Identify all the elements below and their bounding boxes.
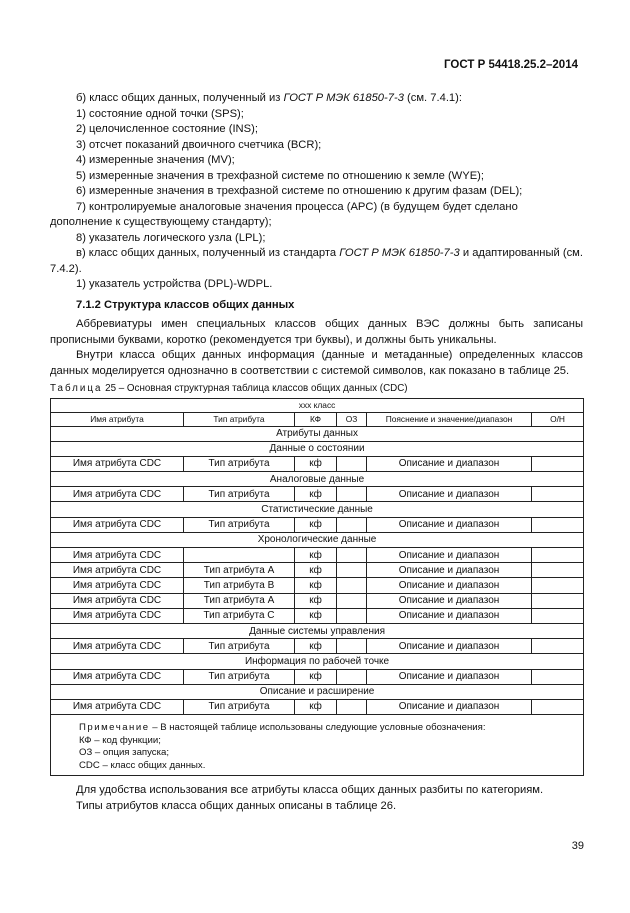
column-header: Тип атрибута [184,412,295,426]
function-code-cell: кф [295,563,337,578]
description-cell: Описание и диапазон [367,699,532,714]
description-cell: Описание и диапазон [367,669,532,684]
list-item: 3) отсчет показаний двоичного счетчика (BCR); [76,138,322,151]
attribute-type-cell: Тип атрибута [184,456,295,471]
list-item: 4) измеренные значения (MV); [76,154,235,166]
attribute-name-cell: Имя атрибута CDC [51,593,184,608]
trigger-option-cell [337,563,367,578]
function-code-cell: кф [295,487,337,502]
description-cell: Описание и диапазон [367,548,532,563]
mandatory-optional-cell [532,639,584,654]
class-header-cell: ххх класс [51,398,584,412]
standard-reference: ГОСТ Р МЭК 61850-7-3 [283,92,404,104]
trigger-option-cell [337,456,367,471]
column-header: Имя атрибута [51,412,184,426]
table-row [51,487,584,502]
attribute-type-cell: Тип атрибута [184,517,295,532]
trigger-option-cell [337,517,367,532]
function-code-cell: кф [295,578,337,593]
mandatory-optional-cell [532,517,584,532]
function-code-cell: кф [295,593,337,608]
table-row [51,669,584,684]
trigger-option-cell [337,487,367,502]
attribute-type-cell: Тип атрибута A [184,593,295,608]
document-code: ГОСТ Р 54418.25.2–2014 [444,59,578,71]
column-header: КФ [295,412,337,426]
table-row [51,548,584,563]
page-content [50,91,583,814]
section-title-cell: Информация по рабочей точке [51,654,584,669]
attribute-name-cell: Имя атрибута CDC [51,639,184,654]
paragraph: Для удобства использования все атрибуты класса общих данных разбиты по категориям. [76,784,544,797]
note-line: КФ – код функции; [79,734,161,746]
attribute-name-cell: Имя атрибута CDC [51,517,184,532]
paragraph: Типы атрибутов класса общих данных описаны в таблице 26. [76,799,397,812]
description-cell: Описание и диапазон [367,563,532,578]
note-heading [79,722,577,735]
caption-label: Таблица [50,383,103,394]
mandatory-optional-cell [532,487,584,502]
note-cell [51,715,584,776]
text: и адаптированный (см. 7.4.2). [50,247,583,275]
table-row [51,639,584,654]
attribute-name-cell: Имя атрибута CDC [51,563,184,578]
function-code-cell: кф [295,608,337,623]
table-class-row [51,398,584,412]
list-item: 5) измеренные значения в трехфазной системе по отношению к земле (WYE); [76,169,484,182]
page-number: 39 [571,840,584,852]
paragraph-b [50,91,583,107]
mandatory-optional-cell [532,608,584,623]
attribute-type-cell: Тип атрибута C [184,608,295,623]
list-item: 2) целочисленное состояние (INS); [76,123,258,135]
attribute-type-cell: Тип атрибута A [184,563,295,578]
paragraph: Аббревиатуры имен специальных классов общих данных ВЭС должны быть записаны прописными буквами, коротко (рекомендуется три буквы), и должны быть уникальны. [50,318,583,346]
section-title-cell: Статистические данные [51,502,584,517]
attribute-type-cell: Тип атрибута [184,699,295,714]
attribute-type-cell: Тип атрибута B [184,578,295,593]
section-title-cell: Данные о состоянии [51,441,584,456]
section-title-cell: Хронологические данные [51,532,584,547]
attribute-name-cell: Имя атрибута CDC [51,699,184,714]
trigger-option-cell [337,669,367,684]
list-item: 6) измеренные значения в трехфазной системе по отношению к другим фазам (DEL); [76,185,523,197]
mandatory-optional-cell [532,578,584,593]
mandatory-optional-cell [532,669,584,684]
description-cell: Описание и диапазон [367,517,532,532]
mandatory-optional-cell [532,563,584,578]
description-cell: Описание и диапазон [367,487,532,502]
section-title-cell: Атрибуты данных [51,426,584,441]
table-row [51,578,584,593]
table-section-row [51,684,584,699]
standard-reference: ГОСТ Р МЭК 61850-7-3 [339,247,460,259]
attribute-type-cell: Тип атрибута [184,487,295,502]
attribute-name-cell: Имя атрибута CDC [51,578,184,593]
section-title-cell: Данные системы управления [51,623,584,638]
list-item: 1) состояние одной точки (SPS); [76,107,244,120]
table-row [51,563,584,578]
table-section-row [51,532,584,547]
cdc-structure-table [50,398,584,777]
list-item: 7) контролируемые аналоговые значения процесса (APC) (в будущем будет сделано дополнение к существующему стандарту); [50,200,518,228]
text: в) класс общих данных, полученный из стандарта [76,247,340,259]
function-code-cell: кф [295,517,337,532]
section-title-cell: Аналоговые данные [51,472,584,487]
attribute-type-cell [184,548,295,563]
paragraph-v [50,246,583,277]
table-row [51,608,584,623]
note-line: CDC – класс общих данных. [79,759,206,771]
trigger-option-cell [337,548,367,563]
table-row [51,593,584,608]
table-row [51,699,584,714]
attribute-name-cell: Имя атрибута CDC [51,548,184,563]
note-line: ОЗ – опция запуска; [79,747,169,759]
attribute-name-cell: Имя атрибута CDC [51,608,184,623]
column-header: О/Н [532,412,584,426]
trigger-option-cell [337,699,367,714]
table-section-row [51,441,584,456]
attribute-name-cell: Имя атрибута CDC [51,456,184,471]
mandatory-optional-cell [532,456,584,471]
description-cell: Описание и диапазон [367,578,532,593]
trigger-option-cell [337,593,367,608]
list-item: 8) указатель логического узла (LPL); [76,231,266,244]
attribute-name-cell: Имя атрибута CDC [51,669,184,684]
table-section-row [51,654,584,669]
description-cell: Описание и диапазон [367,456,532,471]
description-cell: Описание и диапазон [367,608,532,623]
function-code-cell: кф [295,669,337,684]
text: (см. 7.4.1): [403,92,462,104]
table-caption [50,381,583,397]
function-code-cell: кф [295,456,337,471]
function-code-cell: кф [295,699,337,714]
function-code-cell: кф [295,639,337,654]
table-section-row [51,472,584,487]
description-cell: Описание и диапазон [367,593,532,608]
mandatory-optional-cell [532,548,584,563]
text: б) класс общих данных, полученный из [76,92,284,104]
section-title-cell: Описание и расширение [51,684,584,699]
table-note-row [51,715,584,776]
column-header: Пояснение и значение/диапазон [367,412,532,426]
table-section-row [51,623,584,638]
caption-text: 25 – Основная структурная таблица классов общих данных (CDC) [102,383,408,394]
trigger-option-cell [337,639,367,654]
trigger-option-cell [337,608,367,623]
trigger-option-cell [337,578,367,593]
note-text: – В настоящей таблице использованы следующие условные обозначения: [149,722,486,734]
mandatory-optional-cell [532,699,584,714]
table-section-row [51,502,584,517]
mandatory-optional-cell [532,593,584,608]
table-row [51,517,584,532]
paragraph: Внутри класса общих данных информация (данные и метаданные) определенных классов данных моделируется однозначно в соответствии с системой символов, как показано в таблице 25. [50,349,583,377]
note-label: Примечание [79,722,150,734]
section-heading: 7.1.2 Структура классов общих данных [76,298,295,311]
table-header-row [51,412,584,426]
function-code-cell: кф [295,548,337,563]
column-header: ОЗ [337,412,367,426]
table-row [51,456,584,471]
intro-list [50,107,583,200]
table-section-row [51,426,584,441]
description-cell: Описание и диапазон [367,639,532,654]
attribute-name-cell: Имя атрибута CDC [51,487,184,502]
attribute-type-cell: Тип атрибута [184,669,295,684]
list-item: 1) указатель устройства (DPL)-WDPL. [76,278,273,290]
attribute-type-cell: Тип атрибута [184,639,295,654]
